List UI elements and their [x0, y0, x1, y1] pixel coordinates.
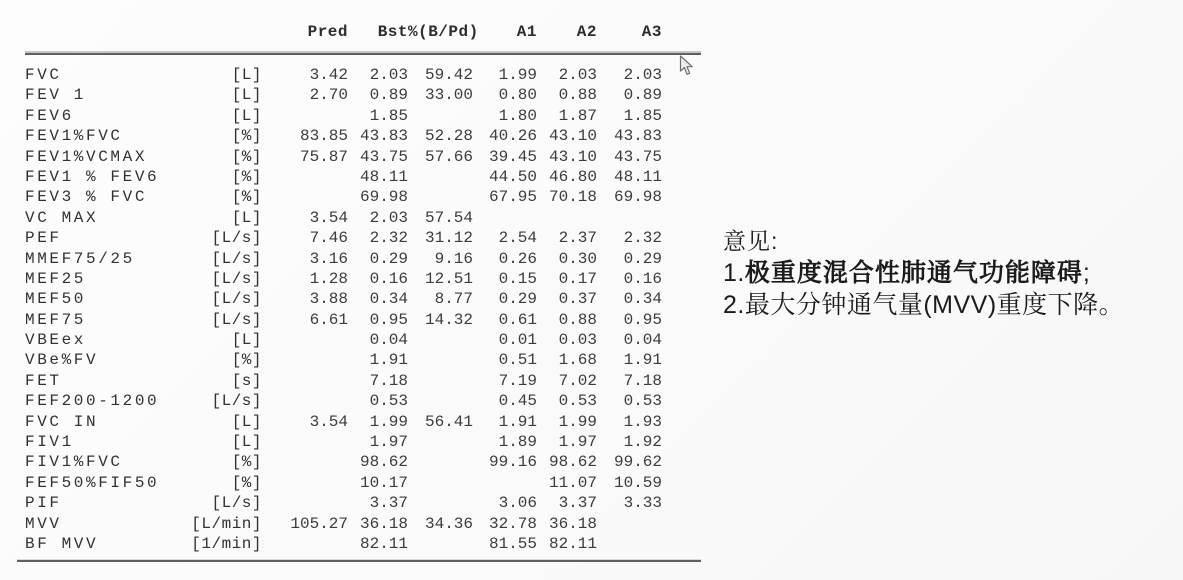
table-row [25, 350, 701, 370]
row-value [262, 371, 348, 391]
row-value [537, 208, 597, 228]
table-row [25, 473, 701, 493]
row-value: 67.95 [488, 188, 537, 207]
row-value: 0.04 [623, 331, 662, 350]
row-unit: [L/s] [211, 290, 262, 309]
row-value: 2.32 [369, 229, 408, 248]
row-value: 0.53 [558, 392, 597, 411]
row-value: 1.80 [498, 106, 537, 125]
col-header-a1: A1 [516, 23, 537, 41]
row-unit: [%] [231, 127, 262, 146]
row-unit: [L/s] [211, 229, 262, 248]
row-value: 10.17 [359, 473, 408, 492]
table-row [25, 167, 701, 187]
table-row [25, 514, 701, 534]
row-value: 14.32 [424, 310, 473, 329]
row-value: 1.97 [369, 433, 408, 452]
opinion-heading: 意见: [723, 228, 779, 254]
row-value: 56.41 [424, 412, 473, 431]
row-unit: [1/min] [191, 534, 262, 553]
row-value: 1.28 [309, 269, 348, 288]
row-value [262, 391, 348, 411]
row-unit: [%] [231, 167, 262, 186]
row-param: FEV 1 [25, 86, 87, 105]
opinion-item-1-punct: ; [1082, 259, 1091, 287]
row-value: 0.03 [558, 331, 597, 350]
row-param: FIV1%FVC [25, 453, 123, 472]
row-value: 11.07 [548, 473, 597, 492]
row-unit: [L] [231, 208, 262, 227]
row-value: 1.91 [623, 351, 662, 370]
row-value: 7.02 [558, 371, 597, 390]
row-value [262, 350, 348, 370]
row-value: 0.51 [498, 351, 537, 370]
row-value: 3.33 [623, 494, 662, 513]
row-value [408, 452, 473, 472]
row-value: 43.75 [613, 147, 662, 166]
row-value [408, 534, 473, 554]
row-unit: [L/s] [211, 494, 262, 513]
row-param: MEF25 [25, 269, 87, 288]
row-value: 7.19 [498, 371, 537, 390]
row-value [408, 391, 473, 411]
table-row [25, 310, 701, 330]
row-value: 1.93 [623, 412, 662, 431]
row-unit: [%] [231, 473, 262, 492]
row-value [408, 330, 473, 350]
row-value: 82.11 [548, 534, 597, 553]
row-value: 3.37 [369, 494, 408, 513]
row-value [262, 106, 348, 126]
row-value: 1.89 [498, 433, 537, 452]
row-value: 1.99 [369, 412, 408, 431]
row-param: FVC IN [25, 412, 99, 431]
row-unit: [L/s] [211, 310, 262, 329]
row-value: 1.85 [623, 106, 662, 125]
row-unit: [L/s] [211, 249, 262, 268]
row-value: 10.59 [613, 473, 662, 492]
table-row [25, 412, 701, 432]
row-value: 2.70 [309, 86, 348, 105]
row-value [408, 473, 473, 493]
row-value: 105.27 [290, 514, 348, 533]
table-row [25, 249, 701, 269]
row-value: 48.11 [613, 167, 662, 186]
row-value: 57.54 [424, 208, 473, 227]
row-param: VBEex [25, 331, 87, 350]
row-param: MMEF75/25 [25, 249, 135, 268]
row-value: 0.30 [558, 249, 597, 268]
row-value [597, 208, 662, 228]
table-row [25, 534, 701, 554]
row-value: 2.03 [558, 66, 597, 84]
row-unit: [%] [231, 453, 262, 472]
row-param: FVC [25, 66, 62, 84]
row-value: 2.32 [623, 229, 662, 248]
table-row [25, 65, 701, 85]
row-value [262, 452, 348, 472]
col-header-pred: Pred [307, 23, 348, 41]
pft-table-body [25, 65, 701, 554]
row-param: VC MAX [25, 208, 99, 227]
row-value: 2.03 [623, 66, 662, 84]
row-value: 0.26 [498, 249, 537, 268]
col-header-bst: Bst [377, 23, 408, 41]
row-value: 7.46 [309, 229, 348, 248]
row-value [408, 106, 473, 126]
row-value: 1.97 [558, 433, 597, 452]
row-value: 3.06 [498, 494, 537, 513]
row-param: PIF [25, 494, 62, 513]
table-row [25, 371, 701, 391]
row-value: 1.87 [558, 106, 597, 125]
row-value: 98.62 [359, 453, 408, 472]
row-value: 0.16 [623, 269, 662, 288]
opinion-item-2: 2.最大分钟通气量(MVV)重度下降。 [723, 291, 1125, 319]
row-value: 0.01 [498, 331, 537, 350]
row-value: 0.95 [369, 310, 408, 329]
table-row [25, 452, 701, 472]
row-value: 32.78 [488, 514, 537, 533]
row-param: FEF200-1200 [25, 392, 160, 411]
row-value [408, 187, 473, 207]
row-value: 70.18 [548, 188, 597, 207]
row-value: 36.18 [359, 514, 408, 533]
row-value: 0.89 [369, 86, 408, 105]
row-unit: [L] [231, 331, 262, 350]
row-value: 1.99 [558, 412, 597, 431]
row-value: 3.88 [309, 290, 348, 309]
row-value: 0.04 [369, 331, 408, 350]
mouse-cursor-icon [679, 55, 695, 77]
row-value: 0.89 [623, 86, 662, 105]
row-value: 57.66 [424, 147, 473, 166]
opinion-item-1-number: 1. [723, 259, 745, 287]
table-row [25, 391, 701, 411]
row-value: 48.11 [359, 167, 408, 186]
row-value: 69.98 [613, 188, 662, 207]
row-param: VBe%FV [25, 351, 99, 370]
table-row [25, 432, 701, 452]
row-param: FEF50%FIF50 [25, 473, 160, 492]
table-row [25, 126, 701, 146]
header-spacer [25, 21, 262, 43]
row-value: 0.95 [623, 310, 662, 329]
row-value: 43.75 [359, 147, 408, 166]
row-value: 3.16 [309, 249, 348, 268]
row-param: FEV1 % FEV6 [25, 167, 160, 186]
table-row [25, 228, 701, 248]
row-value: 43.10 [548, 147, 597, 166]
row-value: 31.12 [424, 229, 473, 248]
row-param: MEF75 [25, 310, 87, 329]
row-value: 1.91 [369, 351, 408, 370]
row-value: 69.98 [359, 188, 408, 207]
table-row [25, 147, 701, 167]
row-value: 7.18 [623, 371, 662, 390]
row-param: FET [25, 371, 62, 390]
table-row [25, 85, 701, 105]
row-value: 43.83 [359, 127, 408, 146]
row-param: MVV [25, 514, 62, 533]
row-value [262, 432, 348, 452]
row-value [262, 330, 348, 350]
row-unit: [s] [231, 371, 262, 390]
row-value: 12.51 [424, 269, 473, 288]
opinion-item-1-diagnosis: 极重度混合性肺通气功能障碍 [744, 259, 1083, 287]
row-value: 0.29 [623, 249, 662, 268]
col-header-a2: A2 [576, 23, 597, 41]
row-unit: [L/min] [191, 514, 262, 533]
row-value: 0.45 [498, 392, 537, 411]
row-unit: [L] [231, 106, 262, 125]
row-value: 9.16 [434, 249, 473, 268]
row-value: 2.37 [558, 229, 597, 248]
row-value: 0.88 [558, 86, 597, 105]
row-value [597, 514, 662, 534]
row-value [262, 473, 348, 493]
row-unit: [L] [231, 86, 262, 105]
row-value: 3.54 [309, 412, 348, 431]
opinion-item-1 [723, 257, 1173, 289]
row-value: 99.16 [488, 453, 537, 472]
row-value: 43.83 [613, 127, 662, 146]
row-unit: [%] [231, 147, 262, 166]
row-value: 1.91 [498, 412, 537, 431]
row-value: 36.18 [548, 514, 597, 533]
row-value [262, 493, 348, 513]
row-value: 0.15 [498, 269, 537, 288]
row-value: 2.03 [369, 66, 408, 84]
row-param: FEV1%FVC [25, 127, 123, 146]
row-value: 2.54 [498, 229, 537, 248]
row-unit: [L] [231, 433, 262, 452]
row-value: 1.99 [498, 66, 537, 84]
row-value [408, 493, 473, 513]
row-value: 0.37 [558, 290, 597, 309]
row-value: 1.85 [369, 106, 408, 125]
row-value: 98.62 [548, 453, 597, 472]
row-value [473, 473, 537, 493]
row-value: 82.11 [359, 534, 408, 553]
row-value: 59.42 [424, 66, 473, 84]
row-value [408, 432, 473, 452]
row-value: 1.68 [558, 351, 597, 370]
row-unit: [%] [231, 351, 262, 370]
row-value [262, 187, 348, 207]
row-value: 0.17 [558, 269, 597, 288]
row-value [408, 371, 473, 391]
row-value: 3.37 [558, 494, 597, 513]
row-value: 99.62 [613, 453, 662, 472]
row-value: 0.53 [369, 392, 408, 411]
row-param: PEF [25, 229, 62, 248]
row-value: 81.55 [488, 534, 537, 553]
row-value: 40.26 [488, 127, 537, 146]
table-top-rule [25, 53, 701, 55]
row-value: 0.16 [369, 269, 408, 288]
row-value [262, 167, 348, 187]
row-value: 7.18 [369, 371, 408, 390]
row-value: 8.77 [434, 290, 473, 309]
row-param: BF MVV [25, 534, 99, 553]
row-value: 2.03 [369, 208, 408, 227]
row-value [408, 167, 473, 187]
row-value: 3.42 [309, 66, 348, 84]
row-value: 39.45 [488, 147, 537, 166]
row-value: 46.80 [548, 167, 597, 186]
row-value: 0.29 [498, 290, 537, 309]
row-param: MEF50 [25, 290, 87, 309]
row-unit: [L/s] [211, 269, 262, 288]
table-header-row [25, 21, 662, 43]
row-value [597, 534, 662, 554]
row-value: 44.50 [488, 167, 537, 186]
row-value [262, 534, 348, 554]
opinion-section [723, 225, 1173, 321]
row-value: 83.85 [299, 127, 348, 146]
row-value: 0.34 [369, 290, 408, 309]
table-row [25, 289, 701, 309]
row-value: 33.00 [424, 86, 473, 105]
table-row [25, 330, 701, 350]
row-value: 6.61 [309, 310, 348, 329]
table-row [25, 208, 701, 228]
pft-results-table [25, 0, 701, 580]
row-value: 0.61 [498, 310, 537, 329]
row-value: 75.87 [299, 147, 348, 166]
row-value: 0.80 [498, 86, 537, 105]
table-row [25, 493, 701, 513]
table-row [25, 269, 701, 289]
row-param: FEV1%VCMAX [25, 147, 148, 166]
row-value: 0.88 [558, 310, 597, 329]
row-value: 34.36 [424, 514, 473, 533]
row-value: 0.34 [623, 290, 662, 309]
table-bottom-rule [17, 560, 701, 562]
row-value: 0.29 [369, 249, 408, 268]
row-param: FIV1 [25, 433, 74, 452]
col-header-pct-b-pd: %(B/Pd) [408, 23, 479, 41]
row-value: 0.53 [623, 392, 662, 411]
row-value [408, 350, 473, 370]
row-unit: [%] [231, 188, 262, 207]
row-unit: [L] [231, 66, 262, 84]
row-value: 1.92 [623, 433, 662, 452]
row-value [473, 208, 537, 228]
row-param: FEV6 [25, 106, 74, 125]
table-row [25, 187, 701, 207]
row-value: 3.54 [309, 208, 348, 227]
table-row [25, 106, 701, 126]
row-param: FEV3 % FVC [25, 188, 148, 207]
col-header-a3: A3 [641, 23, 662, 41]
row-unit: [L/s] [211, 392, 262, 411]
row-value: 52.28 [424, 127, 473, 146]
row-value: 43.10 [548, 127, 597, 146]
row-unit: [L] [231, 412, 262, 431]
